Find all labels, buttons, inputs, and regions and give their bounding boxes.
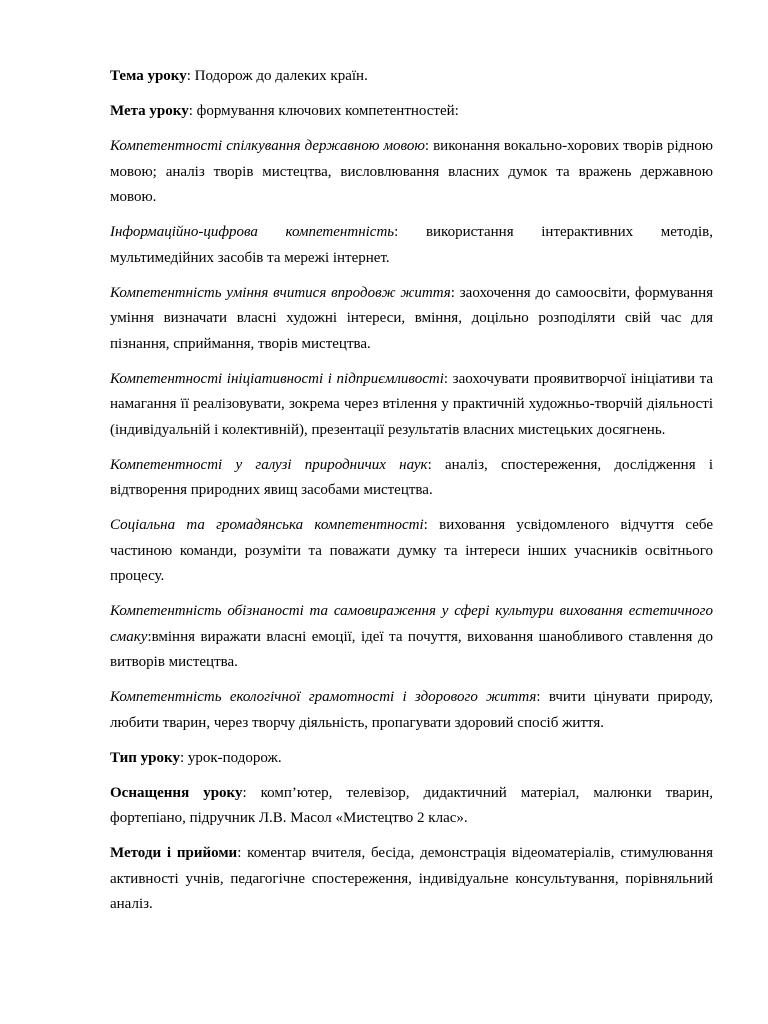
competency-name: Соціальна та громадянська компетентності bbox=[110, 517, 424, 533]
competency-text: : виховання усвідомленого відчуття себе частиною команди, розуміти та поважати думку та інтереси інших учасників освітнього процесу. bbox=[110, 517, 713, 584]
lesson-type-label: Тип уроку bbox=[110, 749, 180, 766]
competency-paragraph bbox=[110, 367, 713, 444]
lesson-equipment-label: Оснащення уроку bbox=[110, 784, 243, 801]
competency-name: Компетентність екологічної грамотності і здорового життя bbox=[110, 689, 537, 705]
competency-name: Компетентності у галузі природничих наук bbox=[110, 456, 428, 473]
competency-paragraph bbox=[110, 685, 713, 736]
lesson-goal-text: : формування ключових компетентностей: bbox=[188, 103, 459, 119]
lesson-type bbox=[110, 746, 713, 772]
competency-text: : заохочення до самоосвіти, формування уміння визначати власні художні інтереси, вміння, доцільно розподіляти свій час для пізнання, сприймання, творів мистецтва. bbox=[110, 284, 713, 352]
competency-text: : використання інтерактивних методів, мультимедійних засобів та мережі інтернет. bbox=[110, 224, 713, 266]
competency-paragraph bbox=[110, 513, 713, 590]
competency-text: : аналіз, спостереження, дослідження і відтворення природних явищ засобами мистецтва. bbox=[110, 456, 713, 498]
competency-paragraph bbox=[110, 453, 713, 504]
lesson-methods-text: : коментар вчителя, бесіда, демонстрація відеоматеріалів, стимулювання активності учнів, педагогічне спостереження, індивідуальне консультування, порівняльний аналіз. bbox=[110, 845, 714, 912]
competency-name: Компетентності спілкування державною мовою bbox=[110, 138, 425, 154]
lesson-goal bbox=[110, 99, 713, 125]
competency-name: Інформаційно-цифрова компетентність bbox=[110, 224, 395, 240]
competency-paragraph bbox=[110, 220, 713, 271]
competency-name: Компетентність уміння вчитися впродовж життя bbox=[110, 284, 451, 301]
competency-text: : заохочувати проявитворчої ініціативи та намагання її реалізовувати, зокрема через втілення у практичній художньо-творчій діяльності (індивідуальній і колективній), презентації результатів власних мистецьких досягнень. bbox=[110, 370, 713, 438]
lesson-topic-text: : Подорож до далеких країн. bbox=[186, 68, 368, 84]
document-body bbox=[110, 64, 713, 927]
lesson-equipment bbox=[110, 781, 713, 832]
competency-text: :вміння виражати власні емоції, ідеї та почуття, виховання шанобливого ставлення до витворів мистецтва. bbox=[110, 628, 713, 670]
competency-text: : вчити цінувати природу, любити тварин, через творчу діяльність, пропагувати здоровий спосіб життя. bbox=[110, 689, 714, 731]
lesson-goal-label: Мета уроку bbox=[110, 103, 189, 119]
lesson-topic-label: Тема уроку bbox=[110, 68, 187, 84]
competency-text: : виконання вокально-хорових творів рідною мовою; аналіз творів мистецтва, висловлювання власних думок та вражень державною мовою. bbox=[110, 138, 713, 205]
competency-paragraph bbox=[110, 281, 713, 358]
competency-paragraph bbox=[110, 134, 713, 211]
lesson-methods bbox=[110, 841, 713, 918]
competency-name: Компетентність обізнаності та самовираження у сфері культури виховання естетичного смаку bbox=[110, 603, 713, 645]
lesson-topic bbox=[110, 64, 713, 90]
competency-name: Компетентності ініціативності і підприємливості bbox=[110, 370, 444, 387]
lesson-type-text: : урок-подорож. bbox=[179, 749, 282, 766]
lesson-methods-label: Методи і прийоми bbox=[110, 845, 238, 861]
lesson-equipment-text: : комп’ютер, телевізор, дидактичний матеріал, малюнки тварин, фортепіано, підручник Л.В. Масол «Мистецтво 2 клас». bbox=[110, 784, 713, 826]
competency-paragraph bbox=[110, 599, 713, 676]
